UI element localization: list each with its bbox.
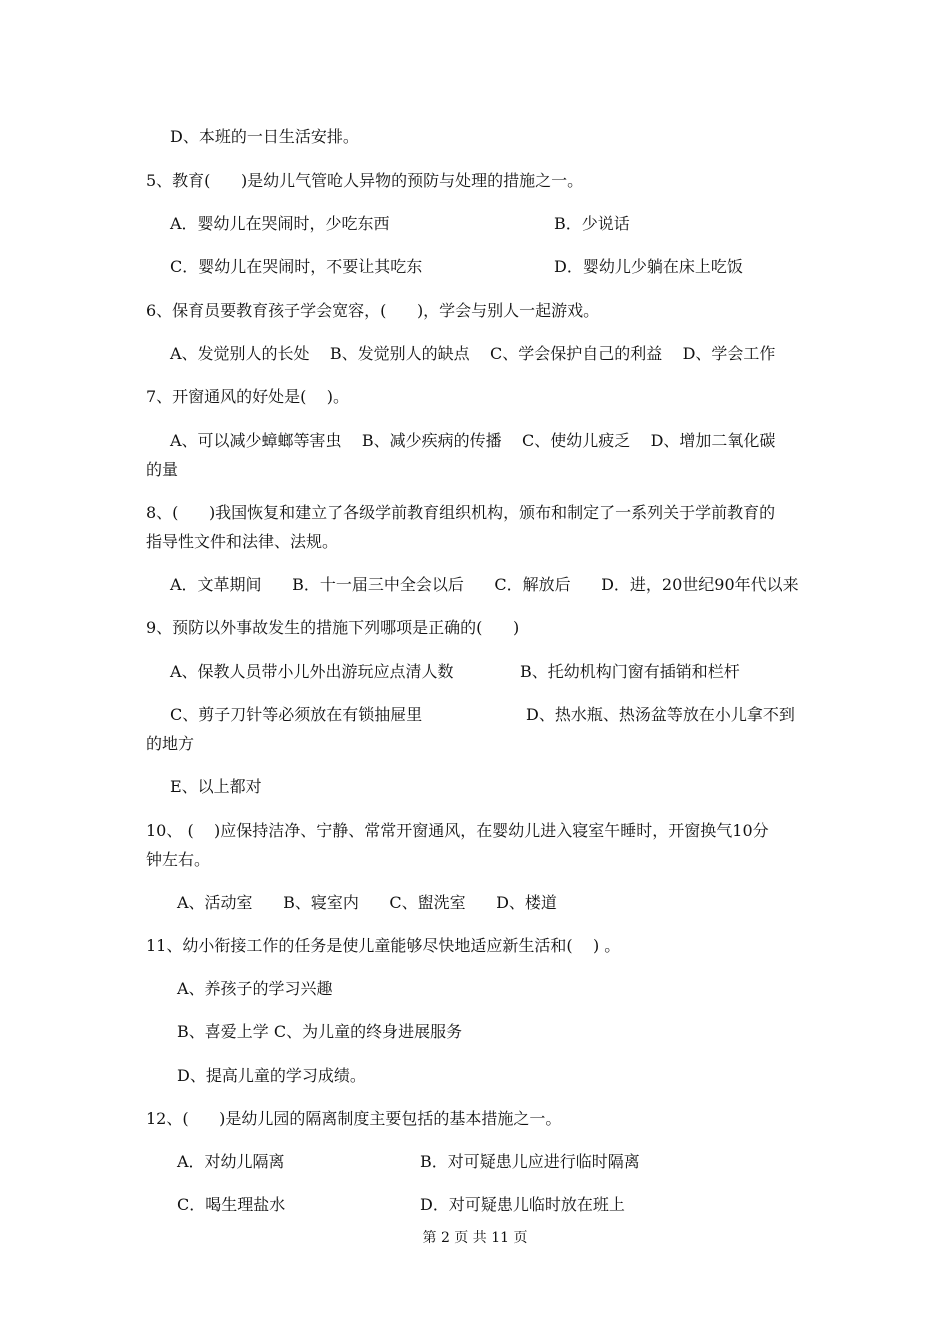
q11-option-d: D、提高儿童的学习成绩。 [177, 1066, 366, 1085]
q8-options: A．文革期间 B．十一届三中全会以后 C．解放后 D．进，20世纪90年代以来 [170, 575, 799, 594]
q10-options: A、活动室 B、寝室内 C、盥洗室 D、楼道 [177, 893, 557, 912]
q5-option-c: C．婴幼儿在哭闹时，不要让其吃东 [170, 257, 423, 276]
question-10: 10、 ( )应保持洁净、宁静、常常开窗通风，在婴幼儿进入寝室午睡时，开窗换气10分 [146, 821, 769, 840]
q11-option-bc: B、喜爱上学 C、为儿童的终身进展服务 [177, 1022, 463, 1041]
q9-option-d-cont: 的地方 [146, 734, 195, 753]
q9-option-a: A、保教人员带小儿外出游玩应点清人数 [170, 662, 454, 681]
q9-option-d: D、热水瓶、热汤盆等放在小儿拿不到 [526, 705, 795, 724]
q11-option-a: A、养孩子的学习兴趣 [177, 979, 333, 998]
q12-option-d: D．对可疑患儿临时放在班上 [420, 1195, 625, 1214]
question-7: 7、开窗通风的好处是( )。 [146, 387, 350, 406]
question-6: 6、保育员要教育孩子学会宽容，( )，学会与别人一起游戏。 [146, 301, 600, 320]
question-12: 12、( )是幼儿园的隔离制度主要包括的基本措施之一。 [146, 1109, 562, 1128]
q12-option-a: A．对幼儿隔离 [177, 1152, 285, 1171]
question-8: 8、( )我国恢复和建立了各级学前教育组织机构，颁布和制定了一系列关于学前教育的 [146, 503, 776, 522]
q4-option-d: D、本班的一日生活安排。 [170, 127, 359, 146]
question-8-cont: 指导性文件和法律、法规。 [146, 532, 339, 551]
q12-option-b: B．对可疑患儿应进行临时隔离 [420, 1152, 640, 1171]
question-5: 5、教育( )是幼儿气管呛人异物的预防与处理的措施之一。 [146, 171, 584, 190]
q9-option-c: C、剪子刀针等必须放在有锁抽屉里 [170, 705, 423, 724]
question-10-cont: 钟左右。 [146, 850, 211, 869]
q12-option-c: C．喝生理盐水 [177, 1195, 286, 1214]
q6-options: A、发觉别人的长处 B、发觉别人的缺点 C、学会保护自己的利益 D、学会工作 [170, 344, 776, 363]
page-footer: 第 2 页 共 11 页 [422, 1230, 528, 1246]
q5-option-a: A．婴幼儿在哭闹时，少吃东西 [170, 214, 390, 233]
q9-option-e: E、以上都对 [170, 777, 262, 796]
q7-options-cont: 的量 [146, 460, 179, 479]
q9-option-b: B、托幼机构门窗有插销和栏杆 [520, 662, 740, 681]
question-11: 11、幼小衔接工作的任务是使儿童能够尽快地适应新生活和( ) 。 [146, 936, 621, 955]
q5-option-d: D．婴幼儿少躺在床上吃饭 [554, 257, 743, 276]
q7-options: A、可以减少蟑螂等害虫 B、减少疾病的传播 C、使幼儿疲乏 D、增加二氧化碳 [170, 431, 776, 450]
q5-option-b: B．少说话 [554, 214, 630, 233]
question-9: 9、预防以外事故发生的措施下列哪项是正确的( ) [146, 618, 520, 637]
